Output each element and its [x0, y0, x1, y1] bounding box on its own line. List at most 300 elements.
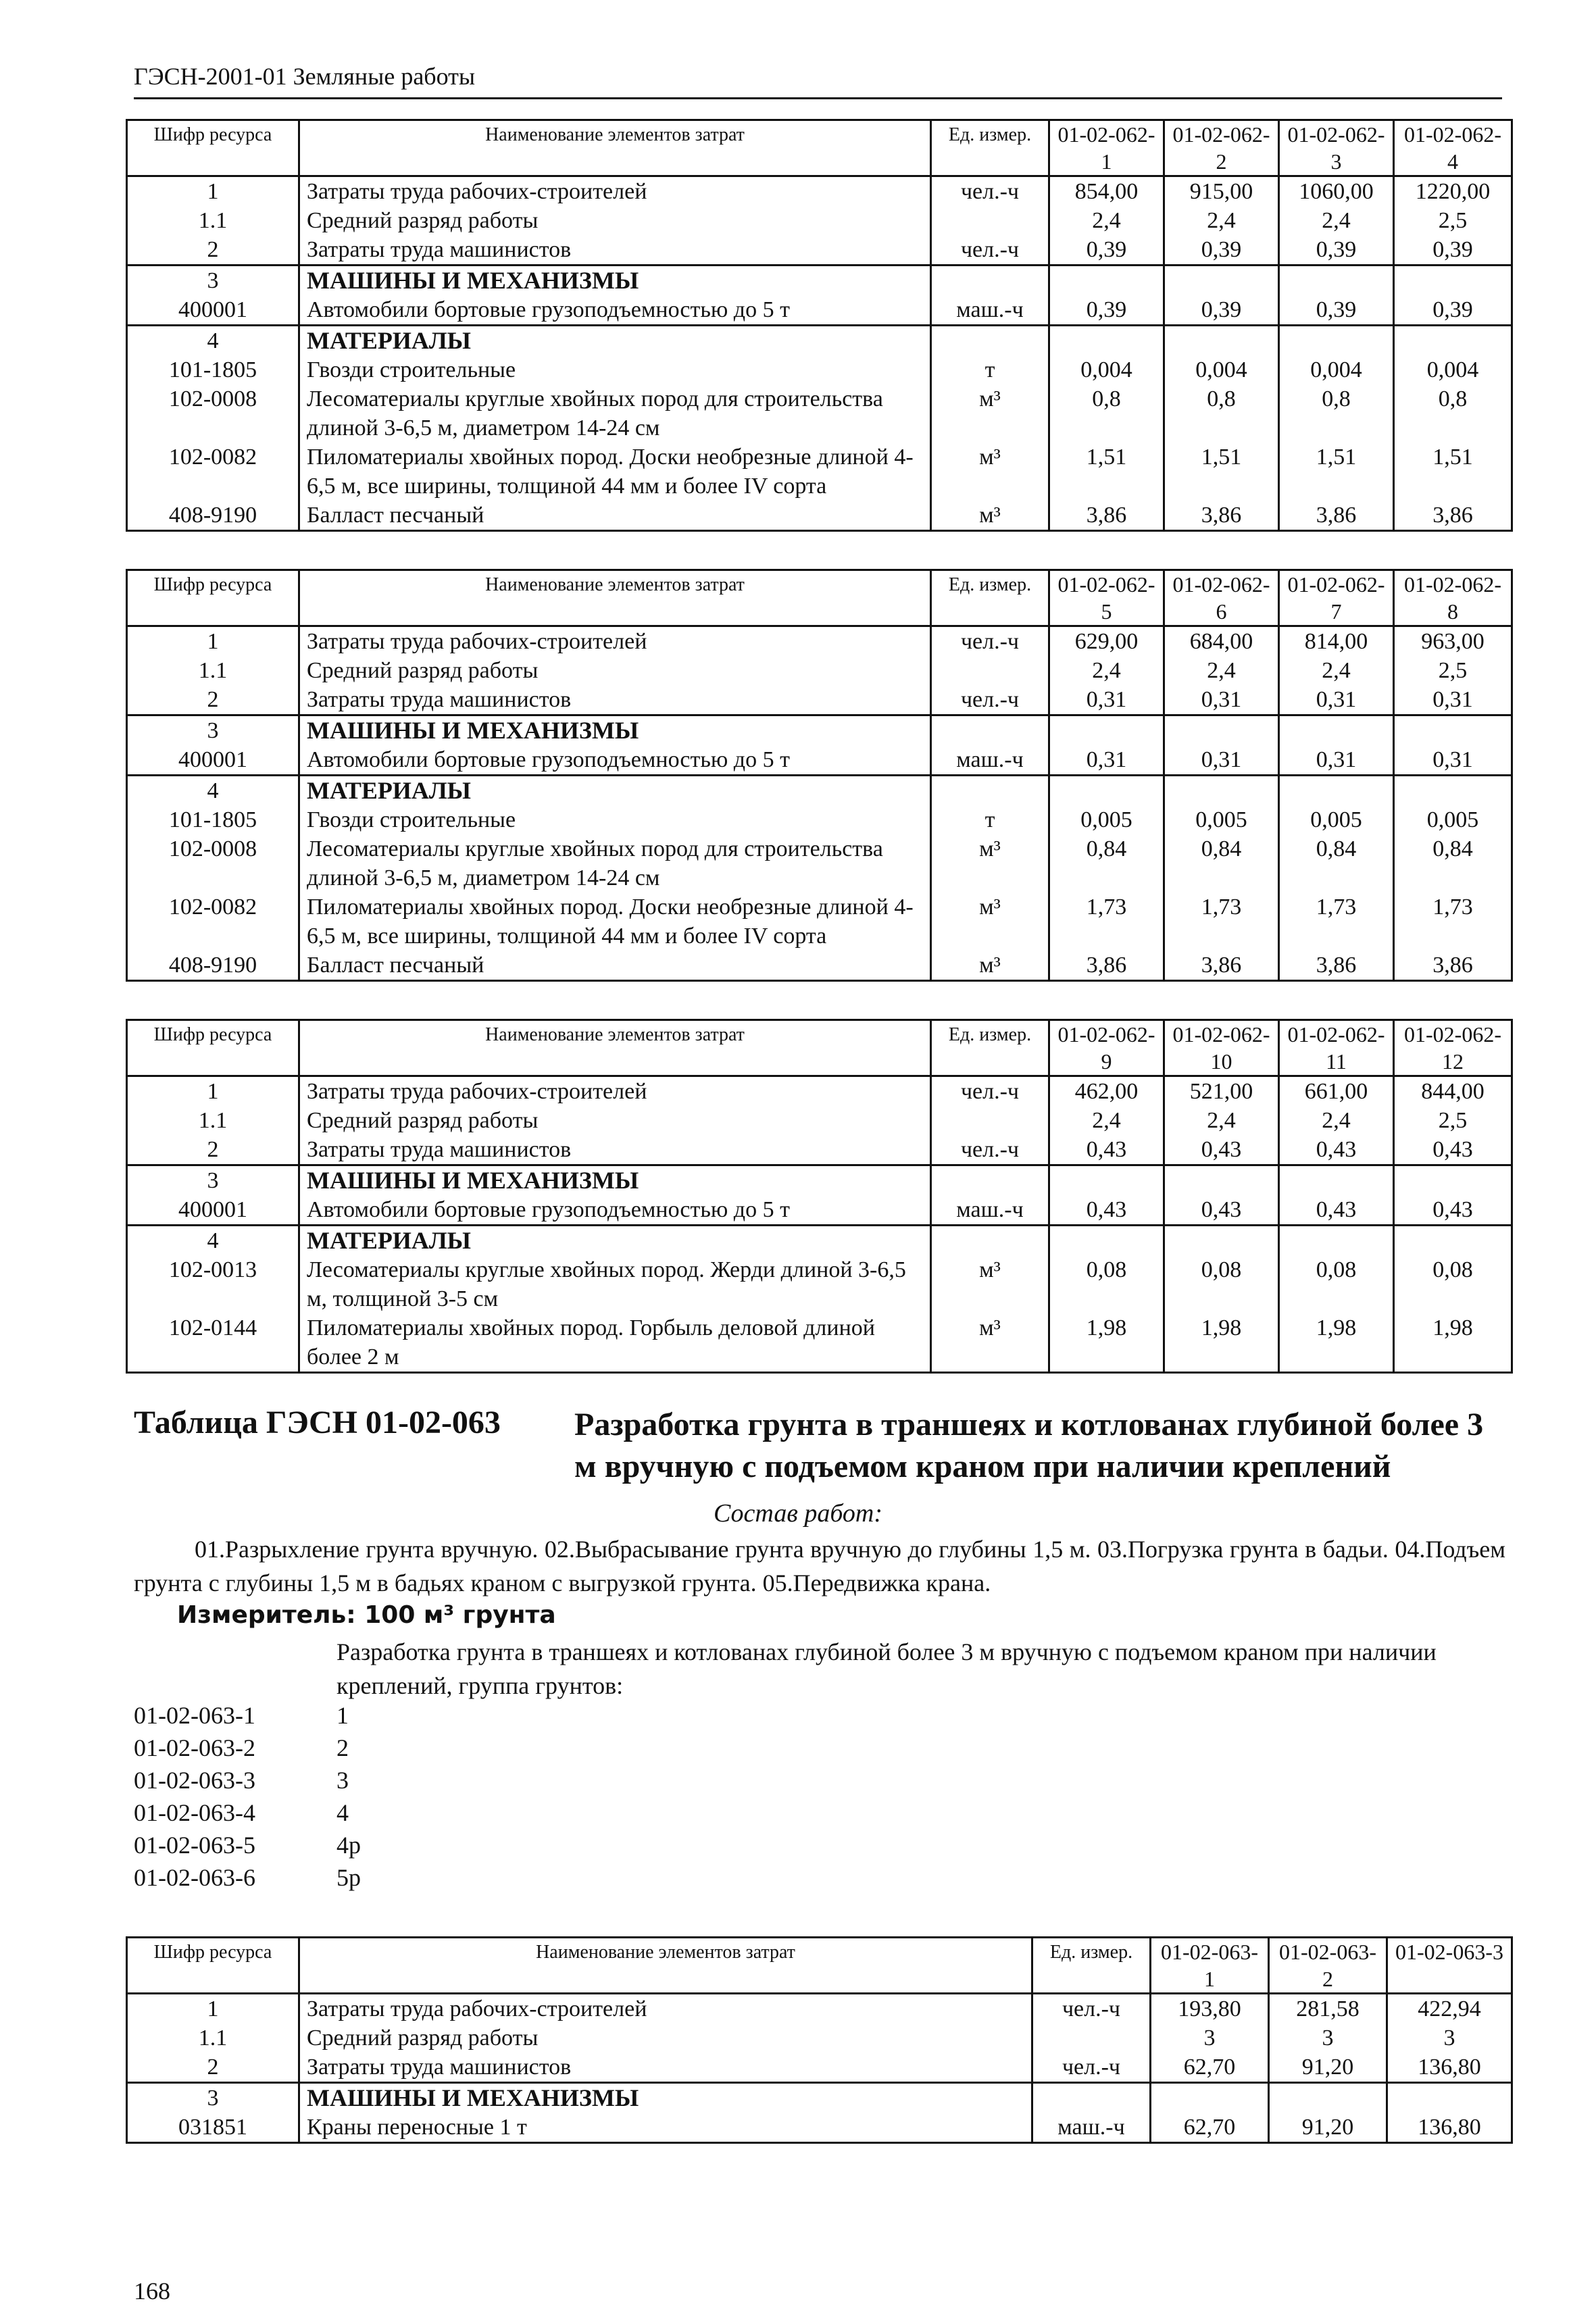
row-value: 0,004 [1049, 355, 1164, 384]
row-code: 400001 [127, 295, 299, 326]
row-value: 0,43 [1279, 1135, 1394, 1165]
row-value [1164, 326, 1279, 356]
row-value: 0,31 [1164, 745, 1279, 776]
row-code: 4 [127, 1226, 299, 1256]
row-value: 963,00 [1394, 626, 1512, 657]
row-name: Гвозди строительные [299, 805, 931, 834]
norm-code: 01-02-063-4 [134, 1799, 255, 1826]
norm-code: 01-02-063-6 [134, 1864, 255, 1891]
row-name: Затраты труда машинистов [299, 235, 931, 266]
header-code: Шифр ресурса [127, 1020, 299, 1076]
row-name: Затраты труда рабочих-строителей [299, 626, 931, 657]
header-norm: 01-02-063-1 [1151, 1938, 1269, 1994]
header-unit: Ед. измер. [931, 1020, 1049, 1076]
norm-code: 01-02-063-3 [134, 1767, 255, 1794]
table-row [127, 626, 1512, 657]
norm-code-row [134, 1861, 361, 1894]
row-code: 1 [127, 176, 299, 207]
measure-unit: Измеритель: 100 м³ грунта [177, 1601, 556, 1629]
row-value: 0,39 [1279, 235, 1394, 266]
row-unit: м³ [931, 384, 1049, 443]
row-code: 2 [127, 685, 299, 715]
row-value: 814,00 [1279, 626, 1394, 657]
row-value: 3,86 [1164, 501, 1279, 531]
page-number: 168 [134, 2278, 170, 2305]
table-row [127, 834, 1512, 892]
row-unit: чел.-ч [931, 1076, 1049, 1107]
row-name: Автомобили бортовые грузоподъемностью до 5 т [299, 295, 931, 326]
row-value: 62,70 [1151, 2113, 1269, 2143]
row-name: Затраты труда машинистов [299, 2053, 1032, 2083]
row-value [1049, 1226, 1164, 1256]
row-code: 2 [127, 235, 299, 266]
row-value: 1,51 [1164, 443, 1279, 501]
row-value: 2,5 [1394, 1106, 1512, 1135]
row-value: 1,98 [1164, 1313, 1279, 1373]
row-unit: т [931, 355, 1049, 384]
row-value [1049, 776, 1164, 806]
row-value: 854,00 [1049, 176, 1164, 207]
row-code: 1.1 [127, 2023, 299, 2053]
row-name: МАТЕРИАЛЫ [299, 776, 931, 806]
row-value: 2,4 [1279, 1106, 1394, 1135]
row-value: 0,08 [1049, 1255, 1164, 1313]
row-unit: чел.-ч [931, 626, 1049, 657]
norm-table-062-9-12 [126, 1019, 1513, 1374]
table-row [127, 1135, 1512, 1165]
row-code: 101-1805 [127, 355, 299, 384]
section-description: Разработка грунта в траншеях и котлованах глубиной более 3 м вручную с подъемом краном при наличии креплений [574, 1407, 1484, 1484]
norm-code-list [134, 1699, 361, 1894]
header-code: Шифр ресурса [127, 120, 299, 176]
row-value [1279, 326, 1394, 356]
norm-code-row [134, 1732, 361, 1764]
soil-group: 3 [336, 1767, 349, 1794]
row-value: 281,58 [1269, 1994, 1387, 2024]
row-value: 0,43 [1394, 1195, 1512, 1226]
row-value: 1,98 [1279, 1313, 1394, 1373]
table-row [127, 235, 1512, 266]
row-name: Затраты труда машинистов [299, 1135, 931, 1165]
row-value: 3 [1151, 2023, 1269, 2053]
row-code: 102-0008 [127, 834, 299, 892]
header-norm: 01-02-062-7 [1279, 570, 1394, 626]
row-value [1049, 1165, 1164, 1196]
row-code: 1 [127, 1994, 299, 2024]
row-value: 0,31 [1049, 745, 1164, 776]
row-value: 521,00 [1164, 1076, 1279, 1107]
table-row [127, 266, 1512, 296]
row-name: Балласт песчаный [299, 951, 931, 981]
row-name: Пиломатериалы хвойных пород. Доски необрезные длиной 4-6,5 м, все ширины, толщиной 44 мм и более IV сорта [299, 892, 931, 951]
header-norm: 01-02-062-1 [1049, 120, 1164, 176]
row-unit: м³ [931, 443, 1049, 501]
row-name: Лесоматериалы круглые хвойных пород. Жерди длиной 3-6,5 м, толщиной 3-5 см [299, 1255, 931, 1313]
row-value [1394, 1165, 1512, 1196]
row-value: 684,00 [1164, 626, 1279, 657]
row-unit: маш.-ч [931, 295, 1049, 326]
row-value [1387, 2083, 1512, 2113]
row-name: Лесоматериалы круглые хвойных пород для строительства длиной 3-6,5 м, диаметром 14-24 см [299, 834, 931, 892]
row-value: 1,73 [1279, 892, 1394, 951]
header-norm: 01-02-062-4 [1394, 120, 1512, 176]
row-value: 0,39 [1164, 295, 1279, 326]
row-unit: чел.-ч [931, 235, 1049, 266]
row-value [1279, 1226, 1394, 1256]
row-name: Затраты труда рабочих-строителей [299, 1076, 931, 1107]
row-code: 3 [127, 715, 299, 746]
table-row [127, 805, 1512, 834]
header-code: Шифр ресурса [127, 1938, 299, 1994]
row-value [1049, 326, 1164, 356]
row-code: 031851 [127, 2113, 299, 2143]
norm-code-row [134, 1764, 361, 1796]
table-row [127, 176, 1512, 207]
norm-code: 01-02-063-1 [134, 1702, 255, 1729]
header-norm: 01-02-063-2 [1269, 1938, 1387, 1994]
row-value: 1,73 [1394, 892, 1512, 951]
table-header-row [127, 120, 1512, 176]
row-code: 4 [127, 776, 299, 806]
norm-table-062-5-8 [126, 569, 1513, 982]
row-unit [931, 206, 1049, 235]
row-code: 102-0082 [127, 892, 299, 951]
page-header-text: ГЭСН-2001-01 Земляные работы [134, 63, 476, 90]
table-row [127, 892, 1512, 951]
norm-code-row [134, 1829, 361, 1861]
row-code: 102-0144 [127, 1313, 299, 1373]
row-value: 1,98 [1049, 1313, 1164, 1373]
header-norm: 01-02-062-10 [1164, 1020, 1279, 1076]
row-unit [931, 1106, 1049, 1135]
header-norm: 01-02-062-6 [1164, 570, 1279, 626]
row-value: 3,86 [1049, 951, 1164, 981]
row-name: МАШИНЫ И МЕХАНИЗМЫ [299, 1165, 931, 1196]
row-value: 0,43 [1279, 1195, 1394, 1226]
row-value [1164, 776, 1279, 806]
row-value: 193,80 [1151, 1994, 1269, 2024]
row-code: 102-0013 [127, 1255, 299, 1313]
row-value: 0,43 [1394, 1135, 1512, 1165]
row-value [1279, 776, 1394, 806]
row-name: Затраты труда рабочих-строителей [299, 1994, 1032, 2024]
row-name: Балласт песчаный [299, 501, 931, 531]
row-value [1049, 715, 1164, 746]
table-row [127, 2083, 1512, 2113]
row-value: 844,00 [1394, 1076, 1512, 1107]
row-value: 0,08 [1164, 1255, 1279, 1313]
header-norm: 01-02-062-2 [1164, 120, 1279, 176]
header-code: Шифр ресурса [127, 570, 299, 626]
row-value: 0,004 [1164, 355, 1279, 384]
row-value: 1,98 [1394, 1313, 1512, 1373]
row-value [1279, 266, 1394, 296]
row-code: 2 [127, 2053, 299, 2083]
soil-group: 1 [336, 1702, 349, 1729]
table-header-row [127, 570, 1512, 626]
row-unit: м³ [931, 834, 1049, 892]
row-value: 2,4 [1164, 656, 1279, 685]
table-row [127, 206, 1512, 235]
row-value: 0,005 [1394, 805, 1512, 834]
norm-code: 01-02-063-5 [134, 1832, 255, 1859]
norm-note: Разработка грунта в траншеях и котлованах глубиной более 3 м вручную с подъемом краном при наличии креплений, группа грунтов: [336, 1638, 1437, 1699]
row-value: 91,20 [1269, 2053, 1387, 2083]
row-value: 0,43 [1164, 1195, 1279, 1226]
row-value: 0,31 [1164, 685, 1279, 715]
row-value: 0,31 [1394, 745, 1512, 776]
row-code: 400001 [127, 745, 299, 776]
table-row [127, 295, 1512, 326]
row-unit [931, 656, 1049, 685]
row-value [1164, 1165, 1279, 1196]
row-value [1269, 2083, 1387, 2113]
row-value: 0,8 [1279, 384, 1394, 443]
row-value: 0,39 [1049, 295, 1164, 326]
row-value: 0,31 [1279, 685, 1394, 715]
row-value: 0,005 [1049, 805, 1164, 834]
row-value: 462,00 [1049, 1076, 1164, 1107]
row-name: Средний разряд работы [299, 206, 931, 235]
row-value [1049, 266, 1164, 296]
row-value: 1,51 [1394, 443, 1512, 501]
row-value: 62,70 [1151, 2053, 1269, 2083]
row-value: 0,31 [1049, 685, 1164, 715]
table-row [127, 2113, 1512, 2143]
section-title: Таблица ГЭСН 01-02-063 [134, 1405, 501, 1440]
row-code: 400001 [127, 1195, 299, 1226]
row-unit [931, 326, 1049, 356]
header-norm: 01-02-063-3 [1387, 1938, 1512, 1994]
norm-table-062-1-4 [126, 119, 1513, 532]
soil-group: 5р [336, 1864, 361, 1891]
row-value: 661,00 [1279, 1076, 1394, 1107]
row-unit: маш.-ч [931, 745, 1049, 776]
row-value: 0,8 [1049, 384, 1164, 443]
row-value: 0,39 [1394, 295, 1512, 326]
row-value: 422,94 [1387, 1994, 1512, 2024]
row-name: Средний разряд работы [299, 2023, 1032, 2053]
table-row [127, 2023, 1512, 2053]
table-row [127, 685, 1512, 715]
table-row [127, 715, 1512, 746]
header-norm: 01-02-062-5 [1049, 570, 1164, 626]
row-value: 0,39 [1049, 235, 1164, 266]
row-value: 3,86 [1394, 951, 1512, 981]
row-name: Краны переносные 1 т [299, 2113, 1032, 2143]
row-code: 102-0082 [127, 443, 299, 501]
page-header [134, 62, 1502, 91]
row-code: 101-1805 [127, 805, 299, 834]
row-value: 0,004 [1279, 355, 1394, 384]
row-value: 2,5 [1394, 656, 1512, 685]
row-value: 1220,00 [1394, 176, 1512, 207]
row-unit [931, 776, 1049, 806]
header-name: Наименование элементов затрат [299, 1020, 931, 1076]
header-rule [134, 97, 1502, 99]
row-value [1394, 266, 1512, 296]
row-value: 0,84 [1394, 834, 1512, 892]
table-row [127, 2053, 1512, 2083]
table-row [127, 1195, 1512, 1226]
soil-group: 4р [336, 1832, 361, 1859]
row-value: 0,84 [1279, 834, 1394, 892]
row-code: 1 [127, 1076, 299, 1107]
row-value [1394, 776, 1512, 806]
row-value: 2,4 [1049, 656, 1164, 685]
row-name: Затраты труда рабочих-строителей [299, 176, 931, 207]
row-value: 136,80 [1387, 2053, 1512, 2083]
table-row [127, 1226, 1512, 1256]
row-code: 1.1 [127, 656, 299, 685]
row-value: 0,43 [1164, 1135, 1279, 1165]
header-name: Наименование элементов затрат [299, 1938, 1032, 1994]
header-norm: 01-02-062-8 [1394, 570, 1512, 626]
row-value: 0,39 [1164, 235, 1279, 266]
table-row [127, 355, 1512, 384]
row-value [1151, 2083, 1269, 2113]
row-unit: чел.-ч [1032, 1994, 1151, 2024]
row-code: 1.1 [127, 1106, 299, 1135]
row-value: 1060,00 [1279, 176, 1394, 207]
table-row [127, 1994, 1512, 2024]
row-name: МАШИНЫ И МЕХАНИЗМЫ [299, 266, 931, 296]
soil-group: 2 [336, 1734, 349, 1761]
row-value: 0,31 [1394, 685, 1512, 715]
row-code: 4 [127, 326, 299, 356]
row-value: 0,8 [1164, 384, 1279, 443]
table-row [127, 384, 1512, 443]
row-value: 3,86 [1279, 951, 1394, 981]
row-value: 2,4 [1279, 656, 1394, 685]
table-row [127, 951, 1512, 981]
row-value: 0,84 [1049, 834, 1164, 892]
row-name: МАТЕРИАЛЫ [299, 1226, 931, 1256]
row-name: МАШИНЫ И МЕХАНИЗМЫ [299, 715, 931, 746]
norm-code-row [134, 1796, 361, 1829]
row-unit: чел.-ч [931, 685, 1049, 715]
norm-table-063-1-3 [126, 1936, 1513, 2144]
row-value: 91,20 [1269, 2113, 1387, 2143]
row-name: Лесоматериалы круглые хвойных пород для строительства длиной 3-6,5 м, диаметром 14-24 см [299, 384, 931, 443]
row-value: 3,86 [1279, 501, 1394, 531]
row-name: Средний разряд работы [299, 1106, 931, 1135]
header-norm: 01-02-062-3 [1279, 120, 1394, 176]
row-name: МАТЕРИАЛЫ [299, 326, 931, 356]
row-value: 3 [1269, 2023, 1387, 2053]
header-norm: 01-02-062-12 [1394, 1020, 1512, 1076]
composition-label: Состав работ: [713, 1499, 883, 1528]
soil-group: 4 [336, 1799, 349, 1826]
row-code: 3 [127, 2083, 299, 2113]
row-code: 3 [127, 266, 299, 296]
row-value: 3,86 [1164, 951, 1279, 981]
row-unit [1032, 2023, 1151, 2053]
row-value: 2,4 [1049, 206, 1164, 235]
row-value: 0,005 [1279, 805, 1394, 834]
row-value [1394, 715, 1512, 746]
header-norm: 01-02-062-9 [1049, 1020, 1164, 1076]
table-row [127, 326, 1512, 356]
row-value: 2,4 [1279, 206, 1394, 235]
row-unit: м³ [931, 951, 1049, 981]
row-value: 0,004 [1394, 355, 1512, 384]
table-row [127, 1313, 1512, 1373]
row-unit: маш.-ч [931, 1195, 1049, 1226]
row-value: 1,51 [1049, 443, 1164, 501]
row-value [1164, 266, 1279, 296]
row-value: 3,86 [1394, 501, 1512, 531]
row-code: 1.1 [127, 206, 299, 235]
row-unit: м³ [931, 501, 1049, 531]
row-value: 0,39 [1279, 295, 1394, 326]
row-unit: м³ [931, 1255, 1049, 1313]
row-value: 2,4 [1164, 206, 1279, 235]
row-value: 0,84 [1164, 834, 1279, 892]
row-value: 0,005 [1164, 805, 1279, 834]
row-unit [931, 1226, 1049, 1256]
row-unit [931, 715, 1049, 746]
header-unit: Ед. измер. [931, 570, 1049, 626]
row-unit [1032, 2083, 1151, 2113]
table-row [127, 443, 1512, 501]
row-name: Затраты труда машинистов [299, 685, 931, 715]
row-value: 0,08 [1394, 1255, 1512, 1313]
row-value: 0,39 [1394, 235, 1512, 266]
row-value: 2,4 [1164, 1106, 1279, 1135]
row-value [1394, 1226, 1512, 1256]
row-name: Автомобили бортовые грузоподъемностью до 5 т [299, 1195, 931, 1226]
header-unit: Ед. измер. [931, 120, 1049, 176]
row-code: 2 [127, 1135, 299, 1165]
header-name: Наименование элементов затрат [299, 570, 931, 626]
row-value: 0,31 [1279, 745, 1394, 776]
row-value: 1,73 [1049, 892, 1164, 951]
works-list: 01.Разрыхление грунта вручную. 02.Выбрасывание грунта вручную до глубины 1,5 м. 03.Погрузка грунта в бадьи. 04.Подъем грунта с глубины 1,5 м в бадьях краном с выгрузкой грунта. 05.Передвижка крана. [134, 1536, 1505, 1596]
table-header-row [127, 1020, 1512, 1076]
table-row [127, 1076, 1512, 1107]
row-value [1279, 715, 1394, 746]
row-value: 2,5 [1394, 206, 1512, 235]
row-code: 102-0008 [127, 384, 299, 443]
row-name: МАШИНЫ И МЕХАНИЗМЫ [299, 2083, 1032, 2113]
row-unit: чел.-ч [931, 176, 1049, 207]
row-unit: маш.-ч [1032, 2113, 1151, 2143]
table-row [127, 776, 1512, 806]
header-unit: Ед. измер. [1032, 1938, 1151, 1994]
row-value: 1,51 [1279, 443, 1394, 501]
row-value [1279, 1165, 1394, 1196]
row-unit: чел.-ч [1032, 2053, 1151, 2083]
row-unit: м³ [931, 892, 1049, 951]
row-unit: чел.-ч [931, 1135, 1049, 1165]
row-name: Гвозди строительные [299, 355, 931, 384]
row-value [1394, 326, 1512, 356]
row-value: 3,86 [1049, 501, 1164, 531]
row-value: 0,43 [1049, 1135, 1164, 1165]
row-name: Средний разряд работы [299, 656, 931, 685]
row-value: 1,73 [1164, 892, 1279, 951]
row-value: 915,00 [1164, 176, 1279, 207]
row-value: 629,00 [1049, 626, 1164, 657]
row-value: 0,8 [1394, 384, 1512, 443]
row-value: 0,43 [1049, 1195, 1164, 1226]
row-unit: т [931, 805, 1049, 834]
row-unit: м³ [931, 1313, 1049, 1373]
row-value: 3 [1387, 2023, 1512, 2053]
table-row [127, 656, 1512, 685]
norm-code: 01-02-063-2 [134, 1734, 255, 1761]
